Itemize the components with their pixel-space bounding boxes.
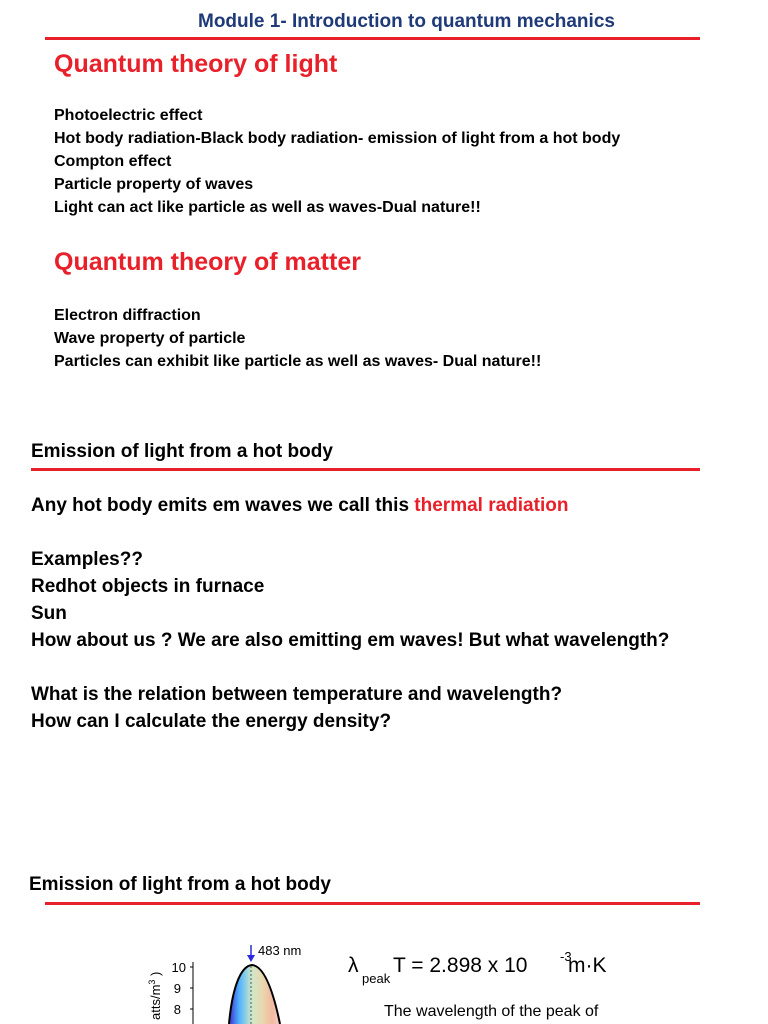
y-axis-label-sup: 3 <box>147 979 157 985</box>
formula-exp: -3 <box>560 949 572 964</box>
text-line: How about us ? We are also emitting em waves! But what wavelength? <box>31 630 670 651</box>
module-title: Module 1- Introduction to quantum mechanics <box>198 11 615 32</box>
text-line: Sun <box>31 603 67 624</box>
figure-caption: The wavelength of the peak of <box>384 1003 599 1020</box>
list-item: Electron diffraction <box>54 307 201 324</box>
formula-unit: m·K <box>568 954 607 977</box>
section-title-emission-2: Emission of light from a hot body <box>29 874 331 895</box>
formula-lambda: λ <box>348 954 359 977</box>
question-line: What is the relation between temperature and wavelength? <box>31 684 563 705</box>
list-item: Wave property of particle <box>54 330 246 347</box>
section-title-emission: Emission of light from a hot body <box>31 441 333 462</box>
formula-sub: peak <box>362 971 391 986</box>
y-tick-label: 8 <box>173 1002 181 1017</box>
list-item: Photoelectric effect <box>54 107 203 124</box>
heading-quantum-light: Quantum theory of light <box>54 50 338 78</box>
question-line: How can I calculate the energy density? <box>31 711 392 732</box>
list-item: Particles can exhibit like particle as well as waves- Dual nature!! <box>54 353 542 370</box>
heading-quantum-matter: Quantum theory of matter <box>54 248 361 276</box>
svg-text:atts/m3 ): atts/$m^3$ ) <box>147 971 163 1020</box>
text-line: Redhot objects in furnace <box>31 576 265 597</box>
list-item: Light can act like particle as well as waves-Dual nature!! <box>54 199 481 216</box>
list-item: Hot body radiation-Black body radiation- emission of light from a hot body <box>54 130 621 147</box>
y-axis-label <box>147 972 163 1020</box>
peak-arrowhead <box>247 955 255 962</box>
list-item: Particle property of waves <box>54 176 254 193</box>
thermal-radiation-highlight: thermal radiation <box>414 495 569 516</box>
peak-label: 483 nm <box>258 943 302 958</box>
y-tick-label: 10 <box>171 960 186 975</box>
list-item: Compton effect <box>54 153 172 170</box>
line-prefix: Any hot body emits em waves we call this <box>31 495 415 516</box>
formula-main: T = 2.898 x 10 <box>393 954 528 977</box>
y-axis-label-text: atts/m <box>148 984 163 1020</box>
text-line: Examples?? <box>31 549 143 570</box>
y-tick-label: 9 <box>173 981 181 996</box>
